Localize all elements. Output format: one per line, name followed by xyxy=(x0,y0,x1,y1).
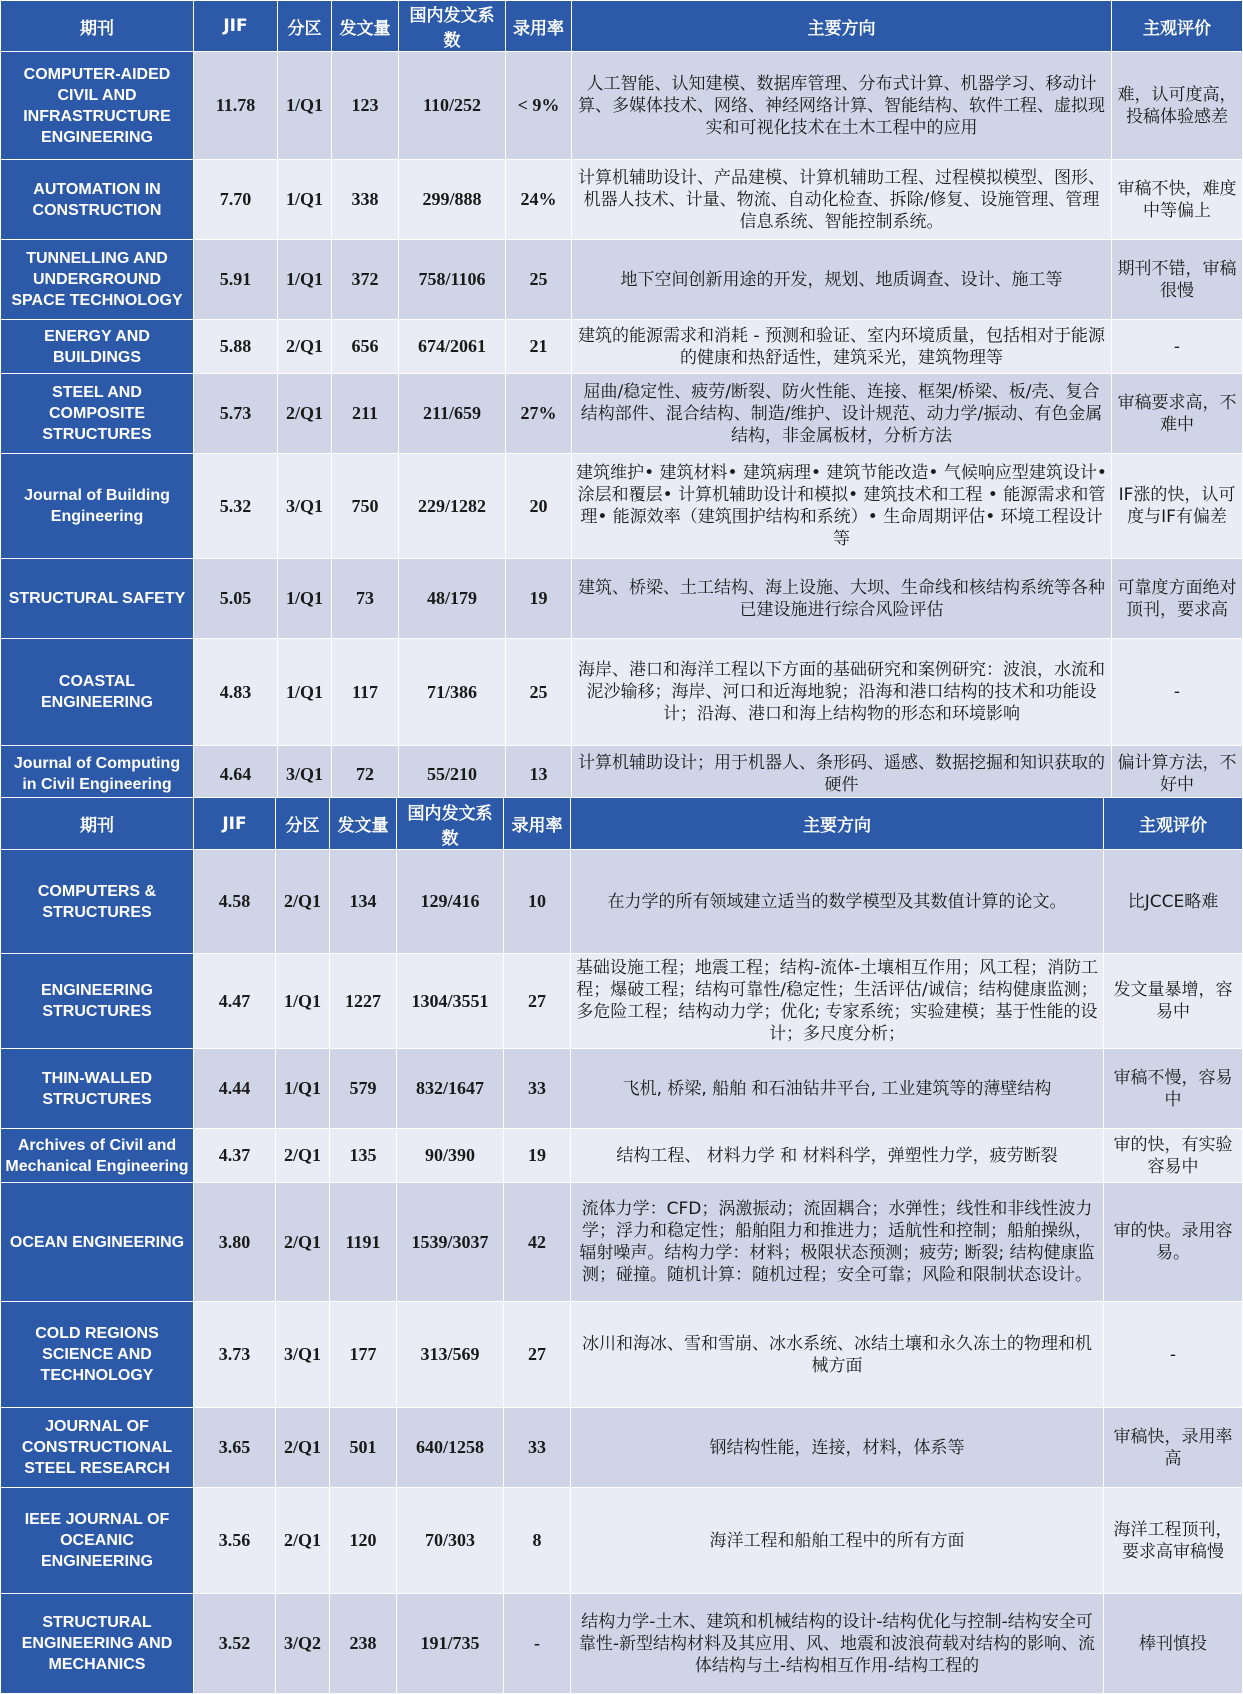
domestic-ratio: 90/390 xyxy=(397,1129,504,1183)
research-direction: 屈曲/稳定性、疲劳/断裂、防火性能、连接、框架/桥梁、板/壳、复合结构部件、混合结构、制造/维护、设计规范、动力学/振动、有色金属结构，非金属板材，分析方法 xyxy=(572,374,1112,454)
col-header-domestic: 国内发文系数 xyxy=(399,1,506,52)
journal-name: ENERGY AND BUILDINGS xyxy=(1,320,194,374)
publication-count: 501 xyxy=(330,1408,397,1488)
zone-value: 1/Q1 xyxy=(278,639,332,746)
domestic-ratio: 129/416 xyxy=(397,850,504,954)
col-header-rate: 录用率 xyxy=(504,798,571,850)
publication-count: 117 xyxy=(332,639,399,746)
zone-value: 1/Q1 xyxy=(278,240,332,320)
journal-name: Journal of Computing in Civil Engineering xyxy=(1,746,194,803)
publication-count: 123 xyxy=(332,52,399,160)
col-header-comment: 主观评价 xyxy=(1104,798,1243,850)
zone-value: 2/Q1 xyxy=(278,320,332,374)
jif-value: 7.70 xyxy=(194,160,278,240)
research-direction: 计算机辅助设计；用于机器人、条形码、遥感、数据挖掘和知识获取的硬件 xyxy=(572,746,1112,803)
zone-value: 3/Q2 xyxy=(276,1594,330,1694)
subjective-comment: - xyxy=(1112,639,1243,746)
research-direction: 结构力学-土木、建筑和机械结构的设计-结构优化与控制-结构安全可靠性-新型结构材料及其应用、风、地震和波浪荷载对结构的影响、流体结构与土-结构相互作用-结构工程的 xyxy=(571,1594,1104,1694)
subjective-comment: 审稿不快，难度中等偏上 xyxy=(1112,160,1243,240)
domestic-ratio: 674/2061 xyxy=(399,320,506,374)
col-header-domestic: 国内发文系数 xyxy=(397,798,504,850)
jif-value: 5.88 xyxy=(194,320,278,374)
journal-row xyxy=(1,1049,1243,1129)
publication-count: 134 xyxy=(330,850,397,954)
journal-row xyxy=(1,954,1243,1049)
publication-count: 72 xyxy=(332,746,399,803)
publication-count: 211 xyxy=(332,374,399,454)
acceptance-rate: 33 xyxy=(504,1049,571,1129)
jif-value: 3.56 xyxy=(194,1488,276,1594)
acceptance-rate: 21 xyxy=(506,320,572,374)
journal-name: THIN-WALLED STRUCTURES xyxy=(1,1049,194,1129)
publication-count: 177 xyxy=(330,1302,397,1408)
journal-row xyxy=(1,1594,1243,1694)
journal-row xyxy=(1,320,1243,374)
acceptance-rate: 27% xyxy=(506,374,572,454)
research-direction: 建筑的能源需求和消耗 - 预测和验证、室内环境质量，包括相对于能源的健康和热舒适性，建筑采光，建筑物理等 xyxy=(572,320,1112,374)
jif-value: 4.44 xyxy=(194,1049,276,1129)
research-direction: 海洋工程和船舶工程中的所有方面 xyxy=(571,1488,1104,1594)
zone-value: 3/Q1 xyxy=(276,1302,330,1408)
col-header-rate: 录用率 xyxy=(506,1,572,52)
jif-value: 5.32 xyxy=(194,454,278,559)
domestic-ratio: 832/1647 xyxy=(397,1049,504,1129)
research-direction: 流体力学：CFD；涡激振动；流固耦合；水弹性；线性和非线性波力学；浮力和稳定性；船舶阻力和推进力；适航性和控制；船舶操纵，辐射噪声。结构力学：材料；极限状态预测；疲劳; 断裂; 结构健康监测；碰撞。随机计算：随机过程；安全可靠；风险和限制状态设计。 xyxy=(571,1183,1104,1302)
research-direction: 计算机辅助设计、产品建模、计算机辅助工程、过程模拟模型、图形、机器人技术、计量、物流、自动化检查、拆除/修复、设施管理、管理信息系统、智能控制系统。 xyxy=(572,160,1112,240)
jif-value: 5.05 xyxy=(194,559,278,639)
subjective-comment: 审的快。录用容易。 xyxy=(1104,1183,1243,1302)
jif-value: 4.47 xyxy=(194,954,276,1049)
jif-value: 3.73 xyxy=(194,1302,276,1408)
domestic-ratio: 48/179 xyxy=(399,559,506,639)
research-direction: 钢结构性能，连接，材料，体系等 xyxy=(571,1408,1104,1488)
header-row xyxy=(1,798,1243,850)
publication-count: 579 xyxy=(330,1049,397,1129)
journal-name: OCEAN ENGINEERING xyxy=(1,1183,194,1302)
jif-value: 4.83 xyxy=(194,639,278,746)
research-direction: 建筑维护• 建筑材料• 建筑病理• 建筑节能改造• 气候响应型建筑设计• 涂层和覆层• 计算机辅助设计和模拟• 建筑技术和工程 • 能源需求和管理• 能源效率（建筑围护结构和系统）• 生命周期评估• 环境工程设计等 xyxy=(572,454,1112,559)
domestic-ratio: 1304/3551 xyxy=(397,954,504,1049)
research-direction: 冰川和海冰、雪和雪崩、冰水系统、冰结土壤和永久冻土的物理和机械方面 xyxy=(571,1302,1104,1408)
journal-row xyxy=(1,454,1243,559)
domestic-ratio: 70/303 xyxy=(397,1488,504,1594)
subjective-comment: 难，认可度高，投稿体验感差 xyxy=(1112,52,1243,160)
acceptance-rate: 25 xyxy=(506,639,572,746)
domestic-ratio: 313/569 xyxy=(397,1302,504,1408)
col-header-count: 发文量 xyxy=(332,1,399,52)
subjective-comment: 审稿快，录用率高 xyxy=(1104,1408,1243,1488)
publication-count: 656 xyxy=(332,320,399,374)
zone-value: 1/Q1 xyxy=(276,954,330,1049)
acceptance-rate: 20 xyxy=(506,454,572,559)
col-header-count: 发文量 xyxy=(330,798,397,850)
journal-name: COMPUTERS & STRUCTURES xyxy=(1,850,194,954)
subjective-comment: 比JCCE略难 xyxy=(1104,850,1243,954)
zone-value: 2/Q1 xyxy=(276,1183,330,1302)
jif-value: 4.58 xyxy=(194,850,276,954)
acceptance-rate: 42 xyxy=(504,1183,571,1302)
journal-name: COLD REGIONS SCIENCE AND TECHNOLOGY xyxy=(1,1302,194,1408)
jif-value: 4.37 xyxy=(194,1129,276,1183)
acceptance-rate: < 9% xyxy=(506,52,572,160)
subjective-comment: 审的快，有实验容易中 xyxy=(1104,1129,1243,1183)
jif-value: 11.78 xyxy=(194,52,278,160)
jif-value: 3.52 xyxy=(194,1594,276,1694)
subjective-comment: 审稿不慢，容易中 xyxy=(1104,1049,1243,1129)
domestic-ratio: 211/659 xyxy=(399,374,506,454)
subjective-comment: IF涨的快，认可度与IF有偏差 xyxy=(1112,454,1243,559)
journal-name: COMPUTER-AIDED CIVIL AND INFRASTRUCTURE ENGINEERING xyxy=(1,52,194,160)
journal-name: TUNNELLING AND UNDERGROUND SPACE TECHNOLOGY xyxy=(1,240,194,320)
journal-row xyxy=(1,1488,1243,1594)
acceptance-rate: 27 xyxy=(504,954,571,1049)
col-header-jif: JIF xyxy=(194,1,278,52)
publication-count: 750 xyxy=(332,454,399,559)
zone-value: 2/Q1 xyxy=(276,1408,330,1488)
journal-name: JOURNAL OF CONSTRUCTIONAL STEEL RESEARCH xyxy=(1,1408,194,1488)
journal-row xyxy=(1,240,1243,320)
publication-count: 135 xyxy=(330,1129,397,1183)
journal-row xyxy=(1,1183,1243,1302)
zone-value: 1/Q1 xyxy=(276,1049,330,1129)
journal-name: AUTOMATION IN CONSTRUCTION xyxy=(1,160,194,240)
journal-name: Journal of Building Engineering xyxy=(1,454,194,559)
journal-name: Archives of Civil and Mechanical Engineering xyxy=(1,1129,194,1183)
jif-value: 5.73 xyxy=(194,374,278,454)
acceptance-rate: 19 xyxy=(506,559,572,639)
subjective-comment: 海洋工程顶刊，要求高审稿慢 xyxy=(1104,1488,1243,1594)
domestic-ratio: 1539/3037 xyxy=(397,1183,504,1302)
journal-row xyxy=(1,374,1243,454)
col-header-direction: 主要方向 xyxy=(572,1,1112,52)
journal-name: STRUCTURAL SAFETY xyxy=(1,559,194,639)
col-header-zone: 分区 xyxy=(278,1,332,52)
journal-table-upper xyxy=(0,0,1243,803)
subjective-comment: 棒刊慎投 xyxy=(1104,1594,1243,1694)
domestic-ratio: 191/735 xyxy=(397,1594,504,1694)
journal-name: COASTAL ENGINEERING xyxy=(1,639,194,746)
col-header-journal: 期刊 xyxy=(1,798,194,850)
domestic-ratio: 640/1258 xyxy=(397,1408,504,1488)
journal-row xyxy=(1,850,1243,954)
subjective-comment: 发文量暴增，容易中 xyxy=(1104,954,1243,1049)
col-header-jif: JIF xyxy=(194,798,276,850)
jif-value: 3.65 xyxy=(194,1408,276,1488)
zone-value: 3/Q1 xyxy=(278,454,332,559)
zone-value: 2/Q1 xyxy=(276,850,330,954)
journal-name: STRUCTURAL ENGINEERING AND MECHANICS xyxy=(1,1594,194,1694)
research-direction: 地下空间创新用途的开发，规划、地质调查、设计、施工等 xyxy=(572,240,1112,320)
journal-row xyxy=(1,160,1243,240)
subjective-comment: 期刊不错，审稿很慢 xyxy=(1112,240,1243,320)
acceptance-rate: 33 xyxy=(504,1408,571,1488)
research-direction: 基础设施工程；地震工程；结构-流体-土壤相互作用；风工程；消防工程；爆破工程；结构可靠性/稳定性；生活评估/诚信；结构健康监测；多危险工程；结构动力学；优化; 专家系统；实验建模；基于性能的设计；多尺度分析； xyxy=(571,954,1104,1049)
zone-value: 2/Q1 xyxy=(278,374,332,454)
research-direction: 结构工程、 材料力学 和 材料科学，弹塑性力学，疲劳断裂 xyxy=(571,1129,1104,1183)
domestic-ratio: 229/1282 xyxy=(399,454,506,559)
journal-row xyxy=(1,1302,1243,1408)
jif-value: 5.91 xyxy=(194,240,278,320)
acceptance-rate: 13 xyxy=(506,746,572,803)
publication-count: 1191 xyxy=(330,1183,397,1302)
acceptance-rate: 10 xyxy=(504,850,571,954)
subjective-comment: - xyxy=(1112,320,1243,374)
journal-row xyxy=(1,559,1243,639)
zone-value: 3/Q1 xyxy=(278,746,332,803)
research-direction: 在力学的所有领域建立适当的数学模型及其数值计算的论文。 xyxy=(571,850,1104,954)
acceptance-rate: 25 xyxy=(506,240,572,320)
acceptance-rate: 8 xyxy=(504,1488,571,1594)
publication-count: 73 xyxy=(332,559,399,639)
journal-row xyxy=(1,639,1243,746)
journal-name: ENGINEERING STRUCTURES xyxy=(1,954,194,1049)
col-header-zone: 分区 xyxy=(276,798,330,850)
acceptance-rate: 19 xyxy=(504,1129,571,1183)
zone-value: 1/Q1 xyxy=(278,559,332,639)
journal-row xyxy=(1,52,1243,160)
zone-value: 2/Q1 xyxy=(276,1129,330,1183)
col-header-journal: 期刊 xyxy=(1,1,194,52)
research-direction: 飞机, 桥梁, 船舶 和石油钻井平台, 工业建筑等的薄壁结构 xyxy=(571,1049,1104,1129)
header-row xyxy=(1,1,1243,52)
acceptance-rate: 24% xyxy=(506,160,572,240)
acceptance-rate: 27 xyxy=(504,1302,571,1408)
research-direction: 人工智能、认知建模、数据库管理、分布式计算、机器学习、移动计算、多媒体技术、网络、神经网络计算、智能结构、软件工程、虚拟现实和可视化技术在土木工程中的应用 xyxy=(572,52,1112,160)
journal-name: IEEE JOURNAL OF OCEANIC ENGINEERING xyxy=(1,1488,194,1594)
publication-count: 120 xyxy=(330,1488,397,1594)
journal-table-lower xyxy=(0,797,1243,1694)
publication-count: 238 xyxy=(330,1594,397,1694)
domestic-ratio: 110/252 xyxy=(399,52,506,160)
research-direction: 海岸、港口和海洋工程以下方面的基础研究和案例研究：波浪，水流和泥沙输移；海岸、河口和近海地貌；沿海和港口结构的技术和功能设计；沿海、港口和海上结构物的形态和环境影响 xyxy=(572,639,1112,746)
jif-value: 4.64 xyxy=(194,746,278,803)
domestic-ratio: 758/1106 xyxy=(399,240,506,320)
subjective-comment: 偏计算方法，不好中 xyxy=(1112,746,1243,803)
jif-value: 3.80 xyxy=(194,1183,276,1302)
domestic-ratio: 71/386 xyxy=(399,639,506,746)
subjective-comment: 审稿要求高，不难中 xyxy=(1112,374,1243,454)
domestic-ratio: 299/888 xyxy=(399,160,506,240)
journal-name: STEEL AND COMPOSITE STRUCTURES xyxy=(1,374,194,454)
col-header-comment: 主观评价 xyxy=(1112,1,1243,52)
subjective-comment: - xyxy=(1104,1302,1243,1408)
journal-row xyxy=(1,1129,1243,1183)
publication-count: 1227 xyxy=(330,954,397,1049)
publication-count: 372 xyxy=(332,240,399,320)
publication-count: 338 xyxy=(332,160,399,240)
journal-row xyxy=(1,1408,1243,1488)
zone-value: 2/Q1 xyxy=(276,1488,330,1594)
domestic-ratio: 55/210 xyxy=(399,746,506,803)
zone-value: 1/Q1 xyxy=(278,160,332,240)
journal-row xyxy=(1,746,1243,803)
acceptance-rate: - xyxy=(504,1594,571,1694)
col-header-direction: 主要方向 xyxy=(571,798,1104,850)
research-direction: 建筑、桥梁、土工结构、海上设施、大坝、生命线和核结构系统等各种已建设施进行综合风险评估 xyxy=(572,559,1112,639)
subjective-comment: 可靠度方面绝对顶刊，要求高 xyxy=(1112,559,1243,639)
zone-value: 1/Q1 xyxy=(278,52,332,160)
